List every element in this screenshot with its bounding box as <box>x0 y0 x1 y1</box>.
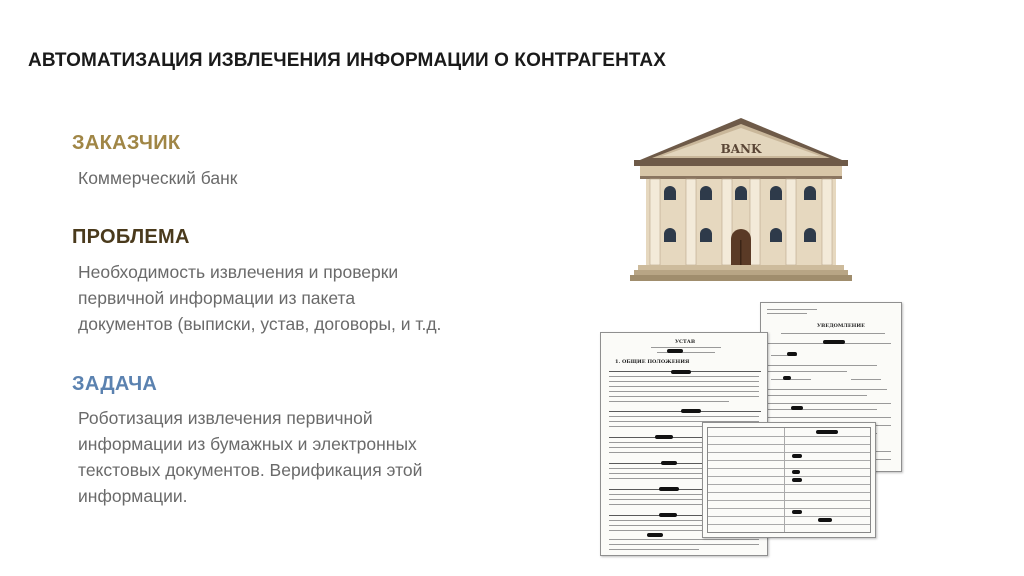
customer-line: Коммерческий банк <box>78 168 238 188</box>
problem-line: документов (выписки, устав, договоры, и т.д. <box>78 314 442 334</box>
document-stack-icon <box>598 302 908 558</box>
task-line: информации. <box>78 486 188 506</box>
problem-line: первичной информации из пакета <box>78 288 356 308</box>
notice-title: УВЕДОМЛЕНИЕ <box>817 323 865 329</box>
problem-heading: ПРОБЛЕМА <box>72 226 190 248</box>
bank-sign: BANK <box>720 142 762 156</box>
bank-building-icon <box>630 116 852 282</box>
form-document <box>702 422 876 538</box>
charter-section: 1. ОБЩИЕ ПОЛОЖЕНИЯ <box>615 359 690 365</box>
task-line: текстовых документов. Верификация этой <box>78 460 423 480</box>
customer-body <box>78 165 508 191</box>
charter-title: УСТАВ <box>675 339 696 345</box>
task-line: Роботизация извлечения первичной <box>78 408 373 428</box>
task-line: информации из бумажных и электронных <box>78 434 417 454</box>
task-heading: ЗАДАЧА <box>72 373 158 395</box>
problem-body <box>78 259 508 337</box>
slide-title: АВТОМАТИЗАЦИЯ ИЗВЛЕЧЕНИЯ ИНФОРМАЦИИ О КОНТРАГЕНТАХ <box>28 50 667 71</box>
task-body <box>78 405 508 509</box>
problem-line: Необходимость извлечения и проверки <box>78 262 399 282</box>
customer-heading: ЗАКАЗЧИК <box>72 132 181 154</box>
